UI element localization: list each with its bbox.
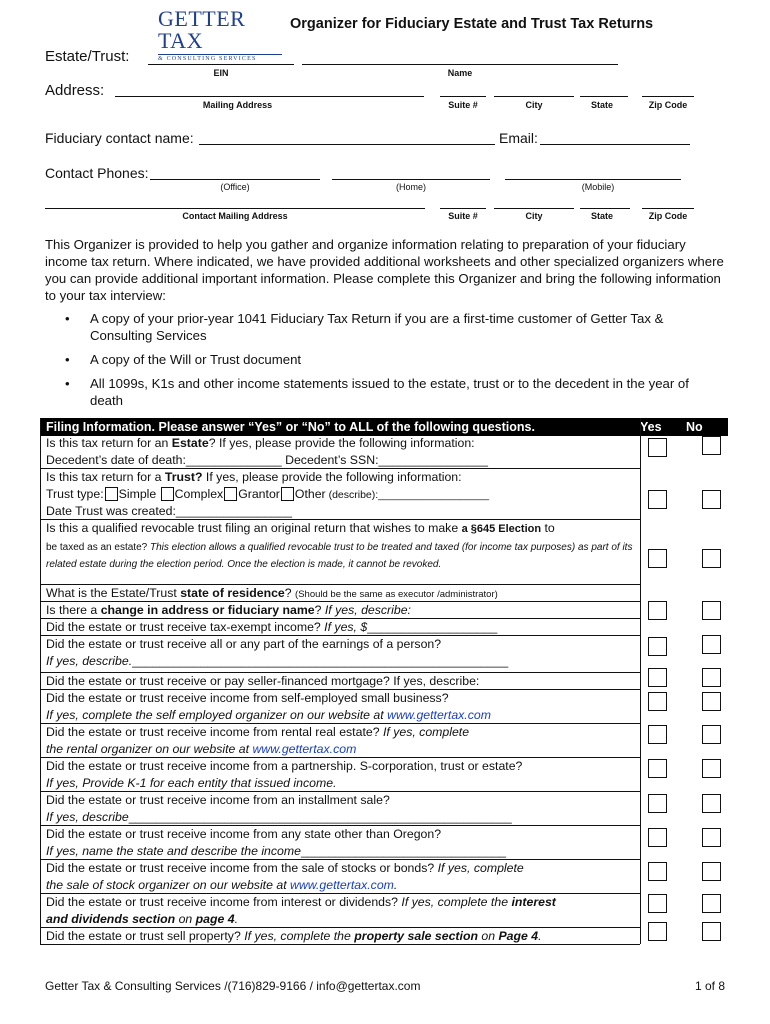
installment-yes-checkbox[interactable] bbox=[648, 794, 667, 813]
state-caption: State bbox=[590, 100, 613, 110]
table-header-text: Filing Information. Please answer “Yes” or “No” to ALL of the following questions. bbox=[46, 420, 535, 434]
email-label: Email: bbox=[499, 130, 538, 146]
question-sell-property: Did the estate or trust sell property? If yes, complete the property sale section on Page 4. bbox=[46, 929, 542, 943]
contact-zip-caption: Zip Code bbox=[648, 211, 688, 221]
gettertax-link[interactable]: www.gettertax.com bbox=[290, 877, 394, 892]
contact-city-field[interactable] bbox=[494, 208, 574, 209]
mailing-address-field[interactable] bbox=[115, 96, 424, 97]
earnings-no-checkbox[interactable] bbox=[702, 635, 721, 654]
page-title: Organizer for Fiduciary Estate and Trust Tax Returns bbox=[290, 16, 654, 32]
contact-suite-field[interactable] bbox=[440, 208, 486, 209]
sell-property-no-checkbox[interactable] bbox=[702, 922, 721, 941]
contact-city-caption: City bbox=[525, 211, 543, 221]
home-phone-field[interactable] bbox=[332, 179, 490, 180]
trust-no-checkbox[interactable] bbox=[702, 490, 721, 509]
mailing-address-caption: Mailing Address bbox=[202, 100, 273, 110]
office-phone-field[interactable] bbox=[150, 179, 320, 180]
question-earnings-of-person: Did the estate or trust receive all or any part of the earnings of a person? If yes, describe._______________________________________________________ bbox=[46, 637, 509, 668]
contact-suite-caption: Suite # bbox=[448, 211, 478, 221]
other-state-yes-checkbox[interactable] bbox=[648, 828, 667, 847]
sell-property-yes-checkbox[interactable] bbox=[648, 922, 667, 941]
list-item: • A copy of the Will or Trust document bbox=[45, 351, 725, 368]
question-645-election: Is this a qualified revocable trust filing an original return that wishes to make a §645 Election to be taxed as an estate? This election allows a qualified revocable trust to be treated and taxed (for income tax purposes) as part of its related estate during the election period. Once the election is made, it cannot be revoked. bbox=[46, 521, 633, 570]
suite-caption: Suite # bbox=[448, 100, 478, 110]
name-caption: Name bbox=[447, 68, 473, 78]
contact-state-caption: State bbox=[590, 211, 613, 221]
mortgage-no-checkbox[interactable] bbox=[702, 668, 721, 687]
question-trust: Is this tax return for a Trust? If yes, please provide the following information: Trust type: Simple Complex Grantor Other (describe):___________________ Date Trust was created:_________________ bbox=[46, 470, 490, 518]
question-state-of-residence: What is the Estate/Trust state of residence? (Should be the same as executor /administrator) bbox=[46, 586, 498, 600]
question-self-employed: Did the estate or trust receive income from self-employed small business? If yes, complete the self employed organizer on our website at www.gettertax.com bbox=[46, 691, 491, 722]
no-column-header: No bbox=[686, 420, 703, 434]
logo-rule bbox=[158, 54, 282, 55]
question-other-state-income: Did the estate or trust receive income from any state other than Oregon? If yes, name the state and describe the income______________________________ bbox=[46, 827, 507, 858]
list-item: • A copy of your prior-year 1041 Fiduciary Tax Return if you are a first-time customer of Getter Tax & Consulting Services bbox=[45, 310, 725, 344]
mobile-phone-field[interactable] bbox=[505, 179, 681, 180]
partnership-no-checkbox[interactable] bbox=[702, 759, 721, 778]
rental-no-checkbox[interactable] bbox=[702, 725, 721, 744]
contact-mailing-caption: Contact Mailing Address bbox=[182, 211, 288, 221]
city-caption: City bbox=[525, 100, 543, 110]
other-state-no-checkbox[interactable] bbox=[702, 828, 721, 847]
self-employed-no-checkbox[interactable] bbox=[702, 692, 721, 711]
footer-contact: Getter Tax & Consulting Services /(716)829-9166 / info@gettertax.com bbox=[45, 979, 421, 993]
election-yes-checkbox[interactable] bbox=[648, 549, 667, 568]
stocks-no-checkbox[interactable] bbox=[702, 862, 721, 881]
intro-paragraph: This Organizer is provided to help you gather and organize information relating to preparation of your fiduciary income tax return. Where indicated, we have provided additional worksheets and other specialized organizers where you can provide additional important information. Please complete this Organizer and bring the following information to your tax interview: bbox=[45, 237, 724, 303]
logo-text: GETTER TAX bbox=[158, 6, 246, 53]
city-field[interactable] bbox=[494, 96, 574, 97]
installment-no-checkbox[interactable] bbox=[702, 794, 721, 813]
email-field[interactable] bbox=[540, 144, 690, 145]
home-caption: (Home) bbox=[395, 182, 426, 192]
contact-state-field[interactable] bbox=[580, 208, 630, 209]
date-trust-created-line[interactable]: Date Trust was created:_________________ bbox=[46, 504, 293, 518]
zip-caption: Zip Code bbox=[648, 100, 688, 110]
fiduciary-contact-label: Fiduciary contact name: bbox=[45, 130, 194, 146]
earnings-yes-checkbox[interactable] bbox=[648, 637, 667, 656]
ein-caption: EIN bbox=[213, 68, 229, 78]
estate-trust-label: Estate/Trust: bbox=[45, 48, 130, 65]
question-change-address: Is there a change in address or fiduciary name? If yes, describe: bbox=[46, 603, 411, 617]
zip-field[interactable] bbox=[642, 96, 694, 97]
trust-type-complex-checkbox[interactable] bbox=[161, 487, 174, 501]
contact-mailing-address-field[interactable] bbox=[45, 208, 425, 209]
gettertax-link[interactable]: www.gettertax.com bbox=[387, 707, 491, 722]
ein-field[interactable] bbox=[148, 64, 294, 65]
fiduciary-contact-field[interactable] bbox=[199, 144, 495, 145]
question-seller-financed-mortgage: Did the estate or trust receive or pay seller-financed mortgage? If yes, describe: bbox=[46, 674, 480, 688]
self-employed-yes-checkbox[interactable] bbox=[648, 692, 667, 711]
mobile-caption: (Mobile) bbox=[581, 182, 615, 192]
list-item: • All 1099s, K1s and other income statements issued to the estate, trust or to the decedent in the year of death bbox=[45, 375, 725, 409]
contact-phones-label: Contact Phones: bbox=[45, 165, 149, 181]
trust-type-grantor-checkbox[interactable] bbox=[224, 487, 237, 501]
question-interest-dividends: Did the estate or trust receive income from interest or dividends? If yes, complete the interest and dividends section on page 4. bbox=[46, 895, 556, 926]
state-field[interactable] bbox=[580, 96, 628, 97]
office-caption: (Office) bbox=[220, 182, 250, 192]
yes-column-header: Yes bbox=[640, 420, 662, 434]
interest-no-checkbox[interactable] bbox=[702, 894, 721, 913]
company-logo bbox=[158, 8, 282, 62]
election-no-checkbox[interactable] bbox=[702, 549, 721, 568]
question-partnership-income: Did the estate or trust receive income from a partnership. S-corporation, trust or estate? If yes, Provide K-1 for each entity that issued income. bbox=[46, 759, 523, 790]
trust-yes-checkbox[interactable] bbox=[648, 490, 667, 509]
name-field[interactable] bbox=[302, 64, 618, 65]
table-header bbox=[40, 418, 728, 436]
partnership-yes-checkbox[interactable] bbox=[648, 759, 667, 778]
question-tax-exempt: Did the estate or trust receive tax-exempt income? If yes, $___________________ bbox=[46, 620, 498, 634]
change-address-no-checkbox[interactable] bbox=[702, 601, 721, 620]
question-installment-sale: Did the estate or trust receive income from an installment sale? If yes, describe________________________________________________________ bbox=[46, 793, 512, 824]
question-stocks-bonds: Did the estate or trust receive income from the sale of stocks or bonds? If yes, complete the sale of stock organizer on our website at www.gettertax.com. bbox=[46, 861, 524, 892]
trust-type-simple-checkbox[interactable] bbox=[105, 487, 118, 501]
estate-yes-checkbox[interactable] bbox=[648, 438, 667, 457]
interest-yes-checkbox[interactable] bbox=[648, 894, 667, 913]
rental-yes-checkbox[interactable] bbox=[648, 725, 667, 744]
table-column-divider bbox=[640, 418, 641, 944]
address-label: Address: bbox=[45, 82, 105, 99]
contact-zip-field[interactable] bbox=[642, 208, 694, 209]
suite-field[interactable] bbox=[440, 96, 486, 97]
decedent-info-line[interactable]: Decedent’s date of death:______________ Decedent’s SSN:________________ bbox=[46, 452, 488, 467]
required-documents-list bbox=[45, 310, 725, 416]
estate-no-checkbox[interactable] bbox=[702, 436, 721, 455]
trust-type-other-checkbox[interactable] bbox=[281, 487, 294, 501]
question-estate: Is this tax return for an Estate? If yes, please provide the following information: Decedent’s date of death:______________ Decedent’s SSN:________________ bbox=[46, 436, 488, 467]
page-number: 1 of 8 bbox=[695, 979, 726, 993]
gettertax-link[interactable]: www.gettertax.com bbox=[252, 741, 357, 756]
logo-subtext: & CONSULTING SERVICES bbox=[158, 56, 257, 62]
question-rental-real-estate: Did the estate or trust receive income from rental real estate? If yes, complete the rental organizer on our website at www.gettertax.com bbox=[46, 725, 470, 756]
mortgage-yes-checkbox[interactable] bbox=[648, 668, 667, 687]
change-address-yes-checkbox[interactable] bbox=[648, 601, 667, 620]
stocks-yes-checkbox[interactable] bbox=[648, 862, 667, 881]
